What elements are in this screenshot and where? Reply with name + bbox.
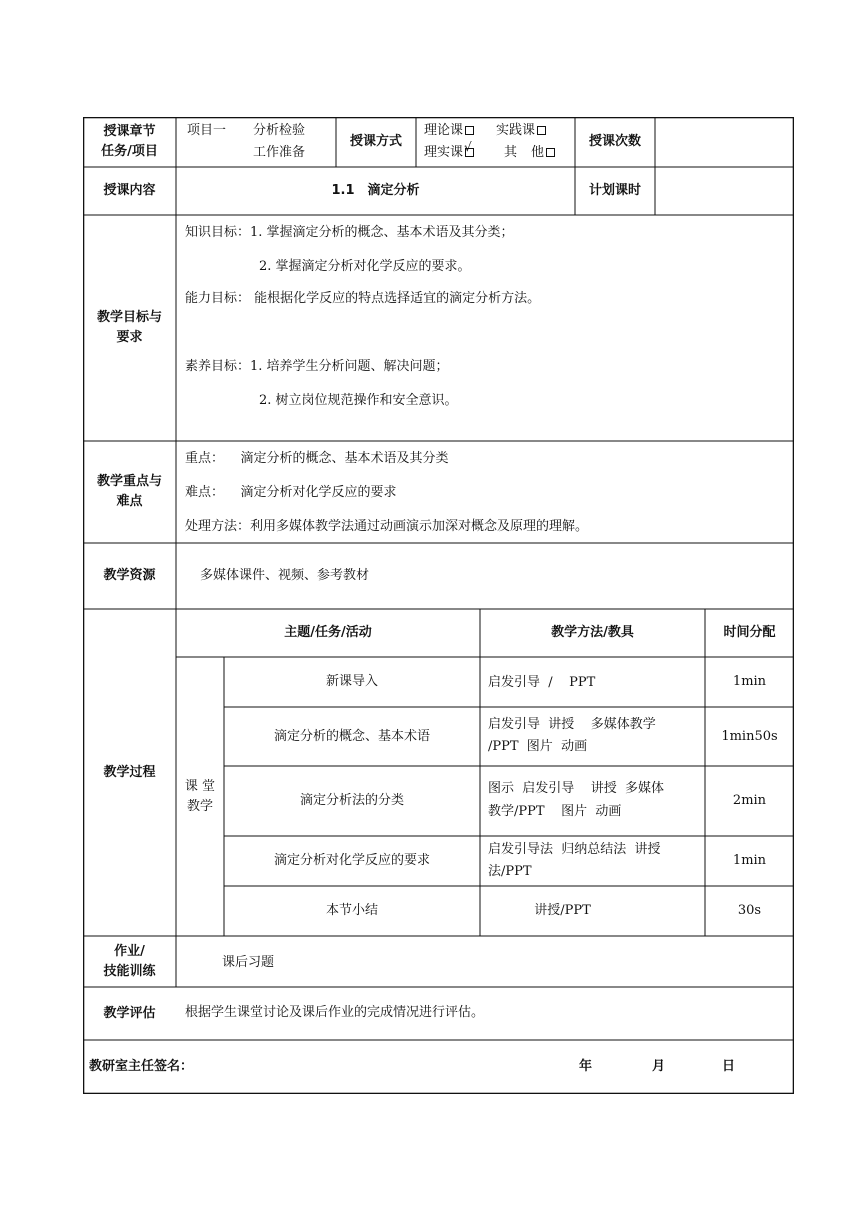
key-points-label-line2: 难点: [116, 494, 143, 509]
goal-knowledge-2: 2. 掌握滴定分析对化学反应的要求。: [259, 259, 471, 274]
table-row-method: 启发引导法 归纳总结法 讲授: [488, 842, 661, 857]
goals-label-line1: 教学目标与: [96, 310, 162, 325]
table-row-time: 1min50s: [721, 728, 778, 744]
project-name: 项目一: [187, 123, 227, 138]
plan-hours-label: 计划课时: [588, 183, 641, 198]
goals-label: [83, 215, 176, 441]
table-row-topic: 本节小结: [325, 903, 378, 918]
key-point: 重点： 滴定分析的概念、基本术语及其分类: [185, 451, 449, 466]
checkbox-checked-icon: [464, 140, 474, 157]
goal-literacy-2: 2. 树立岗位规范操作和安全意识。: [259, 393, 458, 408]
table-row-method-cont: 法/PPT: [488, 864, 532, 879]
homework-value: 课后习题: [222, 955, 275, 970]
check-mark-icon: √: [464, 140, 472, 154]
table-row-method: 启发引导 讲授 多媒体教学: [488, 717, 656, 732]
group-classroom-teaching: [176, 657, 224, 936]
table-row-topic: 滴定分析法的分类: [299, 793, 404, 808]
plan-hours-value: [655, 167, 794, 215]
sessions-label: 授课次数: [588, 134, 641, 149]
goals-label-line2: 要求: [116, 330, 143, 345]
option-mixed-label: 理实课: [424, 145, 464, 160]
chapter-label: [83, 117, 176, 167]
table-row-method-cont: 教学/PPT 图片 动画: [488, 804, 622, 819]
checkbox-icon: [546, 148, 555, 157]
method-label: 授课方式: [349, 134, 402, 149]
col-header-topic: 主题/任务/活动: [284, 625, 372, 640]
chapter-label-line2: 任务/项目: [101, 144, 158, 159]
goal-knowledge-1: 知识目标：1. 掌握滴定分析的概念、基本术语及其分类；: [185, 225, 514, 240]
content-label: 授课内容: [103, 183, 156, 198]
option-theory-label: 理论课: [424, 123, 464, 138]
option-other-label-a: 其: [504, 145, 518, 160]
option-practice: [496, 121, 546, 141]
table-row-method: 启发引导 / PPT: [488, 675, 596, 690]
table-row-topic: 滴定分析的概念、基本术语: [273, 728, 430, 744]
table-row-method-cont: /PPT 图片 动画: [488, 739, 588, 754]
difficult-point: 难点： 滴定分析对化学反应的要求: [185, 485, 397, 500]
option-other-label-b: 他: [531, 145, 545, 160]
group-label-line2: 教学: [186, 798, 213, 814]
table-row-time: 1min: [732, 674, 767, 689]
resources-label: 教学资源: [103, 568, 156, 583]
resources-value: 多媒体课件、视频、参考教材: [200, 568, 370, 583]
group-label-line1: 课 堂: [184, 778, 216, 794]
table-row-time: 1min: [732, 853, 767, 868]
table-row-time: 2min: [732, 793, 767, 808]
goal-literacy-1: 素养目标：1. 培养学生分析问题、解决问题；: [185, 359, 449, 374]
project-title: 分析检验: [253, 123, 306, 138]
key-points-label: [83, 441, 176, 543]
homework-label-line2: 技能训练: [103, 963, 156, 979]
chapter-label-line1: 授课章节: [103, 124, 156, 139]
project-subtitle: 工作准备: [253, 145, 306, 160]
table-row-time: 30s: [737, 903, 762, 918]
signature-day: 日: [722, 1059, 736, 1074]
homework-label-line1: 作业/: [114, 943, 145, 959]
col-header-time: 时间分配: [723, 625, 776, 640]
table-row-method: 图示 启发引导 讲授 多媒体: [488, 781, 665, 796]
col-header-method: 教学方法/教具: [551, 625, 634, 640]
checkbox-icon: [537, 126, 546, 135]
evaluation-label: 教学评估: [103, 1005, 156, 1021]
option-mixed: [424, 140, 474, 163]
signature-month: 月: [652, 1059, 666, 1074]
table-row-topic: 新课导入: [325, 674, 378, 689]
evaluation-value: 根据学生课堂讨论及课后作业的完成情况进行评估。: [185, 1005, 485, 1020]
option-other: [504, 143, 555, 163]
signature-year: 年: [579, 1059, 593, 1074]
checkbox-icon: [465, 126, 474, 135]
table-row-method: 讲授/PPT: [534, 903, 591, 918]
process-label: 教学过程: [103, 764, 156, 780]
sessions-value: [655, 117, 794, 167]
goal-ability: 能力目标： 能根据化学反应的特点选择适宜的滴定分析方法。: [185, 291, 541, 306]
handling-method: 处理方法：利用多媒体教学法通过动画演示加深对概念及原理的理解。: [185, 519, 589, 534]
content-value: 1.1 滴定分析: [331, 183, 420, 198]
signature-label: 教研室主任签名：: [89, 1059, 194, 1074]
homework-label: [83, 936, 176, 987]
key-points-label-line1: 教学重点与: [96, 474, 162, 489]
lesson-plan-table: [83, 117, 794, 1094]
table-row-topic: 滴定分析对化学反应的要求: [273, 853, 430, 868]
option-practice-label: 实践课: [496, 123, 536, 138]
